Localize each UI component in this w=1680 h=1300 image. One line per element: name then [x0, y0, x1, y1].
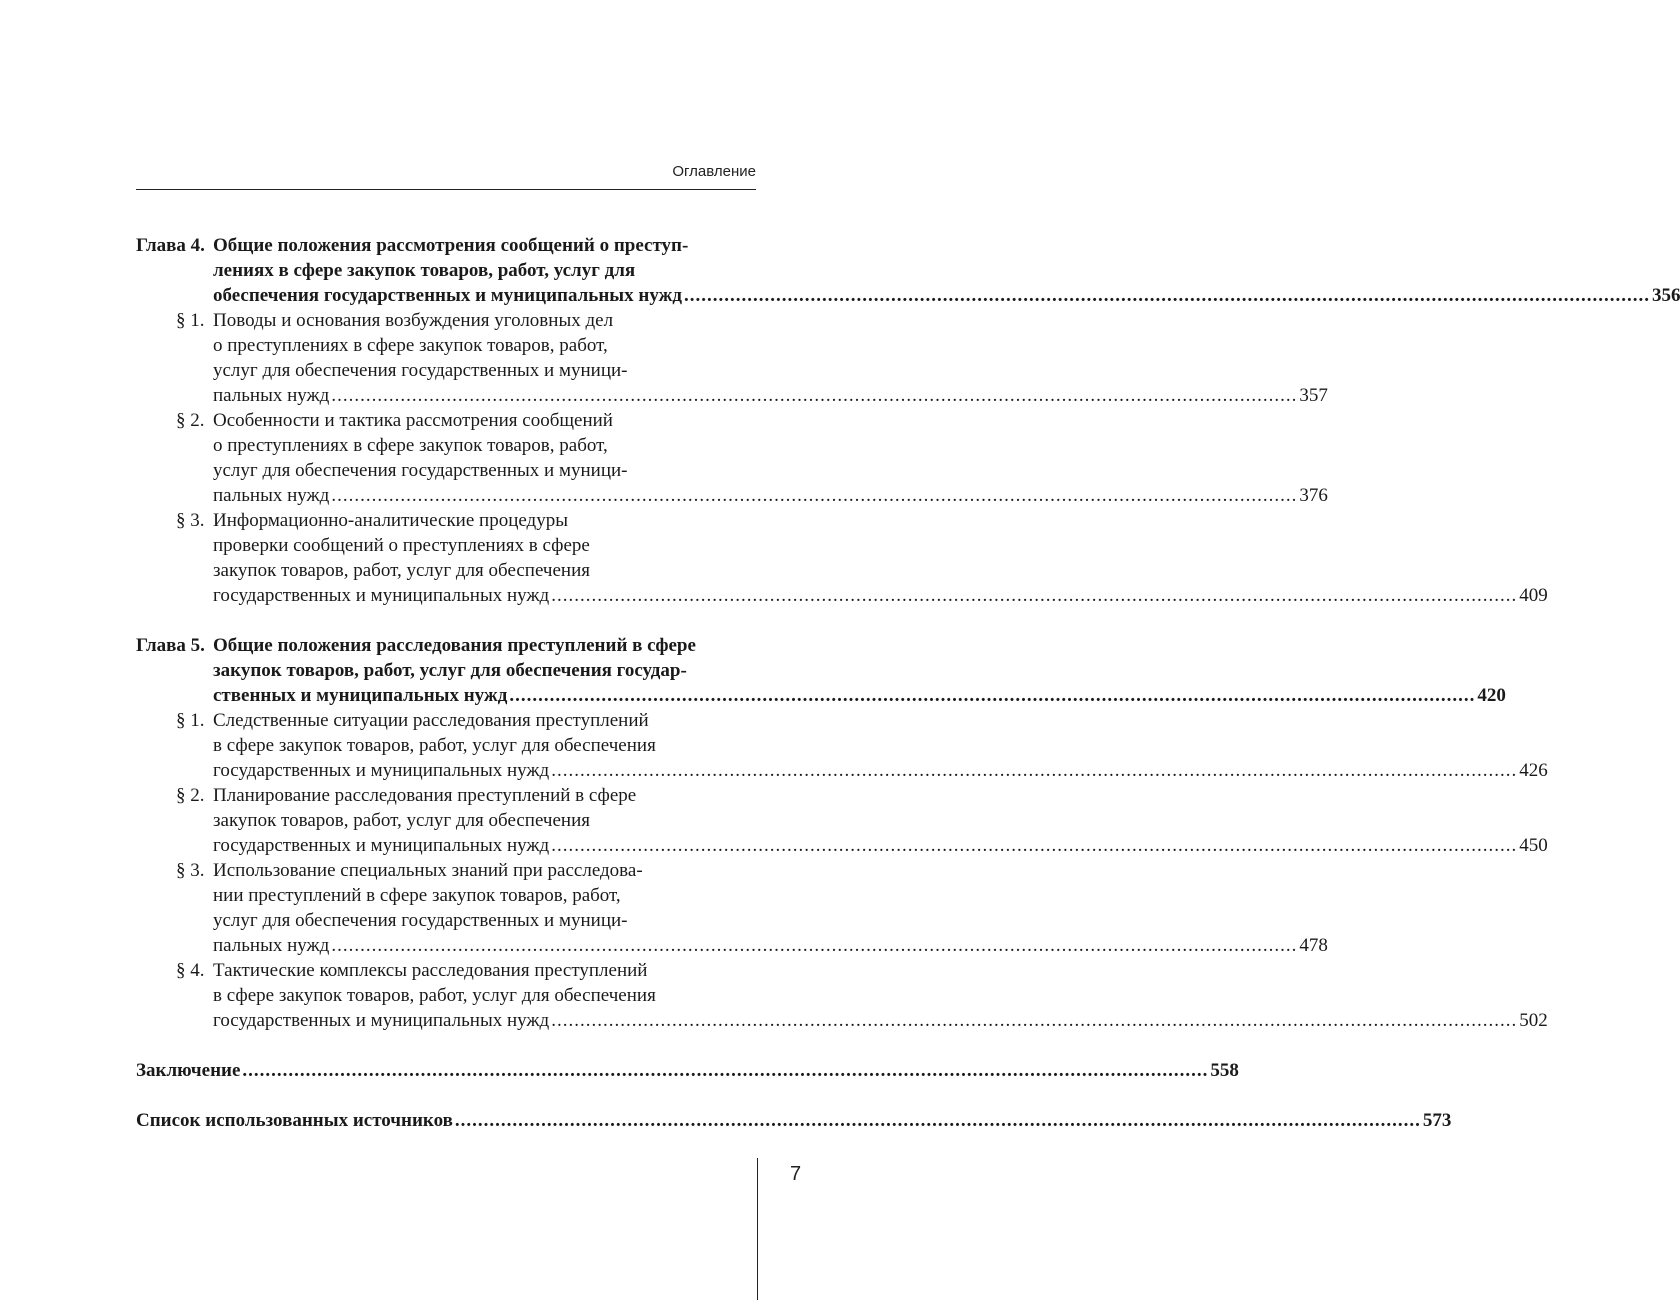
page-ref: 420 [1477, 685, 1506, 706]
section-title-line: о преступлениях в сфере закупок товаров, работ, [213, 435, 608, 456]
page-ref: 478 [1299, 935, 1328, 956]
section-title-line: услуг для обеспечения государственных и муници- [213, 910, 628, 931]
header-rule [136, 189, 756, 190]
section-title-line: закупок товаров, работ, услуг для обеспечения [213, 810, 590, 831]
leader-dots [551, 1008, 1517, 1033]
section-title-line: государственных и муниципальных нужд [213, 1010, 550, 1031]
leader-dots [551, 758, 1517, 783]
toc-sources[interactable] [136, 1108, 1452, 1133]
page-ref: 356 [1651, 285, 1680, 306]
page-ref: 376 [1299, 485, 1328, 506]
section-title-line: пальных нужд [213, 935, 330, 956]
section-title-line: Информационно-аналитические процедуры [213, 510, 568, 531]
chapter-title-line: лениях в сфере закупок товаров, работ, услуг для [213, 260, 636, 281]
section-title-line: Тактические комплексы расследования преступлений [213, 960, 648, 981]
section-title-line: Особенности и тактика рассмотрения сообщений [213, 410, 613, 431]
page-number: 7 [790, 1163, 802, 1185]
chapter-title-line: Общие положения расследования преступлений в сфере [213, 635, 696, 656]
section-title-line: нии преступлений в сфере закупок товаров, работ, [213, 885, 621, 906]
section-title-line: проверки сообщений о преступлениях в сфере [213, 535, 590, 556]
leader-dots [331, 383, 1297, 408]
toc-section-5-3[interactable] [136, 858, 1328, 958]
section-label: § 3. [176, 510, 205, 531]
running-head: Оглавление [672, 163, 756, 180]
section-title-line: закупок товаров, работ, услуг для обеспечения [213, 560, 590, 581]
section-title-line: в сфере закупок товаров, работ, услуг для обеспечения [213, 735, 656, 756]
leader-dots [551, 833, 1517, 858]
spacer [136, 608, 756, 633]
toc-section-5-4[interactable] [136, 958, 1548, 1033]
chapter-title-line: ственных и муниципальных нужд [213, 685, 508, 706]
toc-chapter-4[interactable] [136, 233, 1680, 308]
leader-dots [331, 933, 1297, 958]
section-title-line: услуг для обеспечения государственных и муници- [213, 360, 628, 381]
section-label: § 4. [176, 960, 205, 981]
conclusion-title: Заключение [136, 1060, 241, 1081]
toc-section-5-2[interactable] [136, 783, 1548, 858]
page-ref: 409 [1519, 585, 1548, 606]
section-label: § 2. [176, 785, 205, 806]
spacer [136, 1083, 756, 1108]
toc-section-5-1[interactable] [136, 708, 1548, 783]
toc-conclusion[interactable] [136, 1058, 1239, 1083]
section-title-line: услуг для обеспечения государственных и муници- [213, 460, 628, 481]
section-title-line: государственных и муниципальных нужд [213, 835, 550, 856]
leader-dots [509, 683, 1475, 708]
page-ref: 573 [1422, 1110, 1452, 1131]
chapter-title-line: закупок товаров, работ, услуг для обеспечения государ- [213, 660, 687, 681]
chapter-title-line: обеспечения государственных и муниципальных нужд [213, 285, 682, 306]
section-label: § 3. [176, 860, 205, 881]
leader-dots [331, 483, 1297, 508]
toc-section-4-3[interactable] [136, 508, 1548, 608]
leader-dots [684, 283, 1650, 308]
section-title-line: Использование специальных знаний при расследова- [213, 860, 643, 881]
section-title-line: пальных нужд [213, 485, 330, 506]
section-title-line: Поводы и основания возбуждения уголовных дел [213, 310, 614, 331]
section-title-line: пальных нужд [213, 385, 330, 406]
section-title-line: о преступлениях в сфере закупок товаров, работ, [213, 335, 608, 356]
page-number-rule [757, 1158, 758, 1300]
page-ref: 502 [1519, 1010, 1548, 1031]
toc-section-4-1[interactable] [136, 308, 1328, 408]
page-ref: 357 [1299, 385, 1328, 406]
section-label: § 1. [176, 310, 205, 331]
section-label: § 2. [176, 410, 205, 431]
leader-dots [551, 583, 1517, 608]
spacer [136, 1033, 756, 1058]
section-label: § 1. [176, 710, 205, 731]
leader-dots [242, 1058, 1208, 1083]
chapter-label: Глава 4. [136, 235, 205, 256]
toc-chapter-5[interactable] [136, 633, 1506, 708]
section-title-line: государственных и муниципальных нужд [213, 585, 550, 606]
section-title-line: в сфере закупок товаров, работ, услуг для обеспечения [213, 985, 656, 1006]
section-title-line: Планирование расследования преступлений в сфере [213, 785, 637, 806]
page-ref: 426 [1519, 760, 1548, 781]
chapter-title-line: Общие положения рассмотрения сообщений о преступ- [213, 235, 689, 256]
section-title-line: Следственные ситуации расследования преступлений [213, 710, 649, 731]
chapter-label: Глава 5. [136, 635, 205, 656]
sources-title: Список использованных источников [136, 1110, 453, 1131]
table-of-contents [136, 233, 1680, 1133]
page-ref: 450 [1519, 835, 1548, 856]
leader-dots [455, 1108, 1421, 1133]
page-ref: 558 [1210, 1060, 1239, 1081]
toc-section-4-2[interactable] [136, 408, 1328, 508]
section-title-line: государственных и муниципальных нужд [213, 760, 550, 781]
